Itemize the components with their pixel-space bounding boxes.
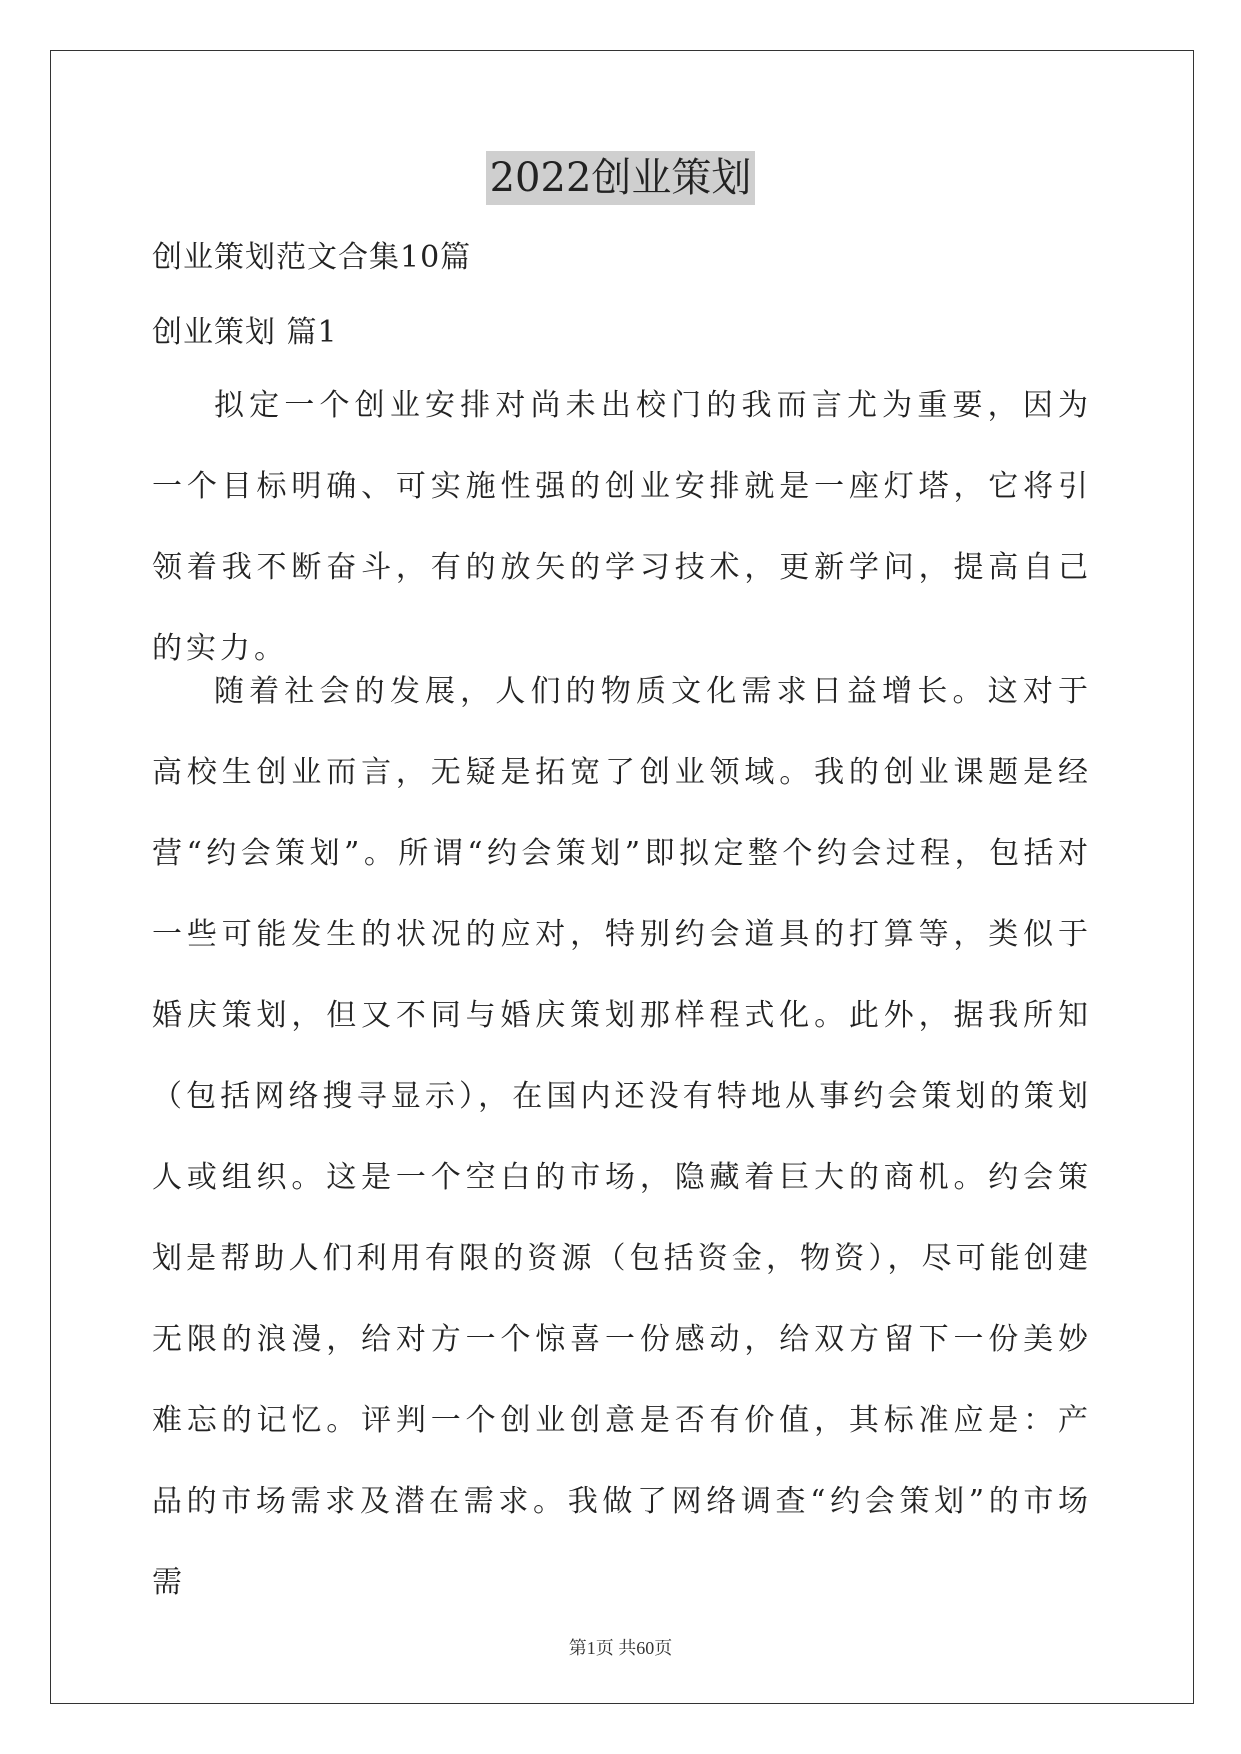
paragraph-2: 随着社会的发展，人们的物质文化需求日益增长。这对于高校生创业而言，无疑是拓宽了创业领域。我的创业课题是经营“约会策划”。所谓“约会策划”即拟定整个约会过程，包括对一些可能发生的状况的应对，特别约会道具的打算等，类似于婚庆策划，但又不同与婚庆策划那样程式化。此外，据我所知（包括网络搜寻显示），在国内还没有特地从事约会策划的策划人或组织。这是一个空白的市场，隐藏着巨大的商机。约会策划是帮助人们利用有限的资源（包括资金，物资），尽可能创建无限的浪漫，给对方一个惊喜一份感动，给双方留下一份美妙难忘的记忆。评判一个创业创意是否有价值，其标准应是：产品的市场需求及潜在需求。我做了网络调查“约会策划”的市场需 xyxy=(152,674,1092,1600)
paragraph-1: 拟定一个创业安排对尚未出校门的我而言尤为重要，因为一个目标明确、可实施性强的创业安排就是一座灯塔，它将引领着我不断奋斗，有的放矢的学习技术，更新学问，提高自己的实力。 xyxy=(152,388,1092,666)
document-title-wrap xyxy=(0,155,1241,201)
section-heading: 创业策划 篇1 xyxy=(152,315,338,350)
document-subtitle: 创业策划范文合集10篇 xyxy=(152,240,472,275)
document-title: 2022创业策划 xyxy=(486,151,756,205)
page-footer: 第1页 共60页 xyxy=(568,1638,673,1658)
